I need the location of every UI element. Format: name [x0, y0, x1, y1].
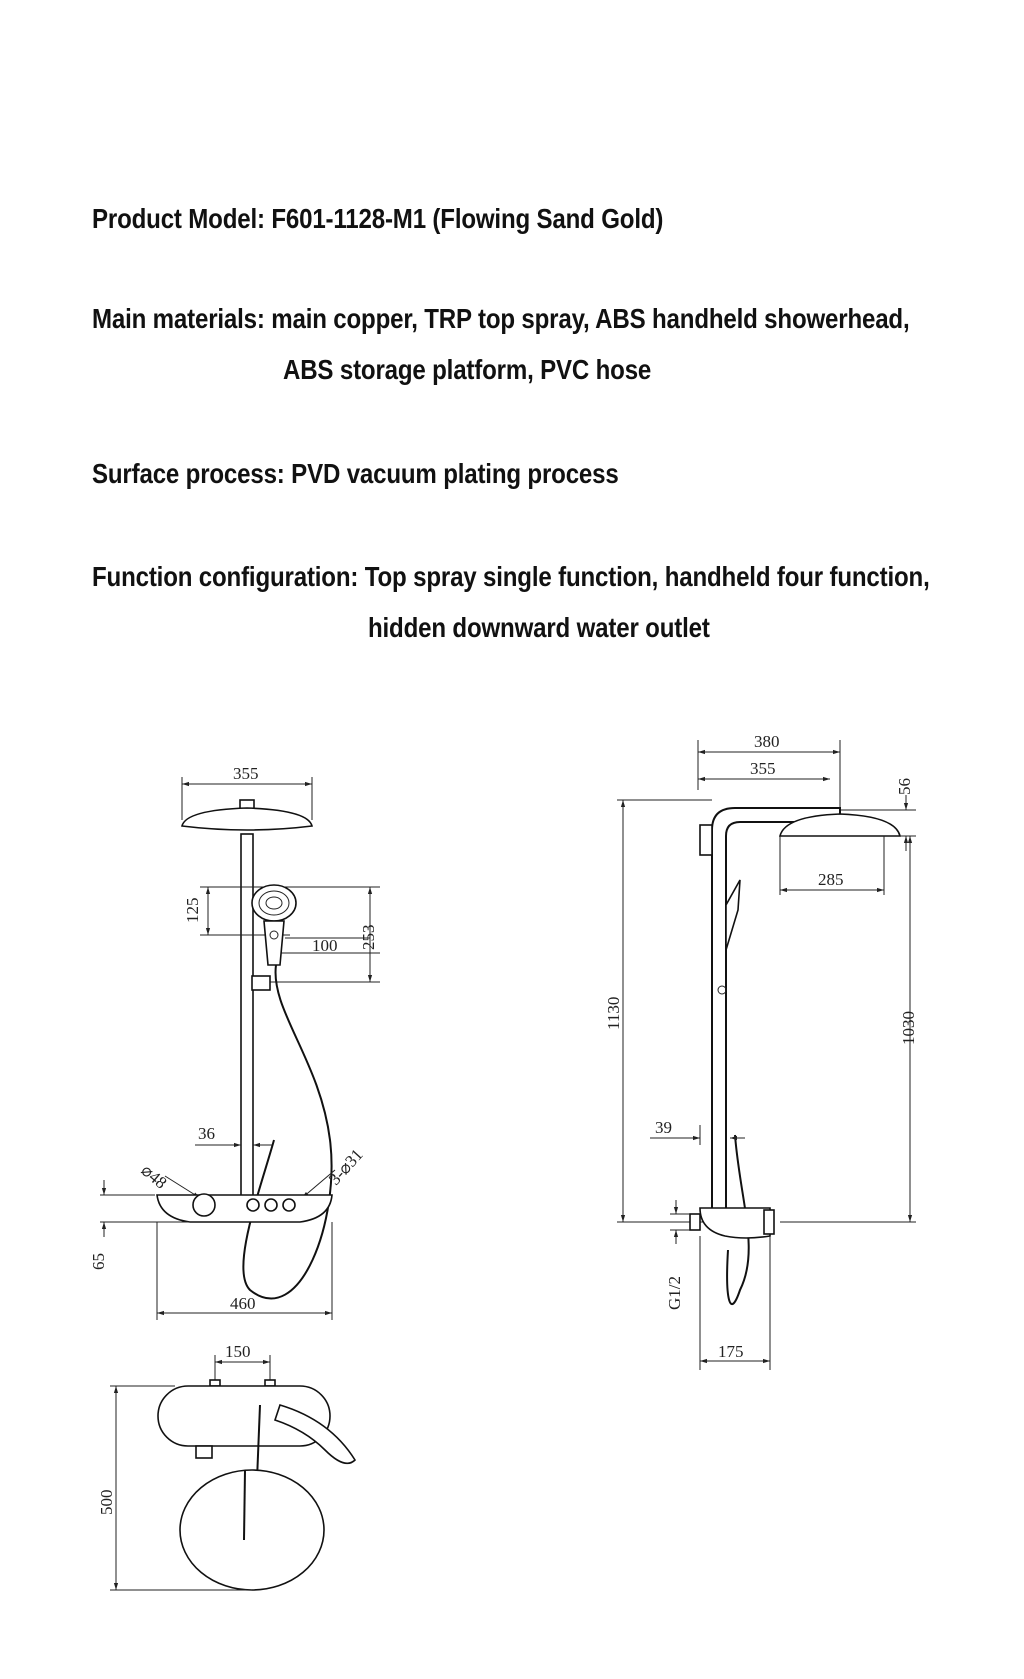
- product-model-value: F601-1128-M1 (Flowing Sand Gold): [271, 203, 664, 234]
- function-button-3: [283, 1199, 295, 1211]
- materials-value: main copper, TRP top spray, ABS handheld showerhead,: [271, 303, 910, 334]
- spec-main-materials: Main materials: main copper, TRP top spray, ABS handheld showerhead,: [92, 303, 910, 334]
- dim-inlet-spacing: 150: [225, 1342, 251, 1361]
- handheld-handle: [264, 921, 284, 965]
- function-button-2: [265, 1199, 277, 1211]
- dim-handheld-to-slider: 253: [359, 924, 378, 950]
- dim-wall-depth: 175: [718, 1342, 744, 1361]
- dim-side-pipe-offset: 39: [655, 1118, 672, 1137]
- dim-pipe-offset: 36: [198, 1124, 215, 1143]
- dim-knob-diameter: ⌀48: [137, 1160, 171, 1193]
- side-view: [604, 732, 918, 1370]
- dim-platform-width: 460: [230, 1294, 256, 1313]
- wall-bracket-top: [700, 825, 712, 855]
- dim-arm-length: 380: [754, 732, 780, 751]
- top-view: [97, 1342, 355, 1590]
- spec-surface-process: Surface process: PVD vacuum plating process: [92, 458, 619, 489]
- dim-head-inner: 285: [818, 870, 844, 889]
- function-value: Top spray single function, handheld four function,: [364, 561, 930, 592]
- dim-total-height: 1130: [604, 996, 623, 1030]
- dim-buttons: 3-⌀31: [324, 1145, 367, 1189]
- side-outlet: [764, 1210, 774, 1234]
- dim-depth: 500: [97, 1489, 116, 1515]
- spec-function-configuration: Function configuration: Top spray single function, handheld four function,: [92, 561, 930, 592]
- function-button-1: [247, 1199, 259, 1211]
- dim-platform-height: 65: [89, 1253, 108, 1270]
- vertical-pipe: [241, 834, 253, 1204]
- inlet-thread: [690, 1214, 700, 1230]
- dim-handheld-height: 125: [183, 897, 202, 923]
- front-view: [89, 764, 380, 1320]
- side-platform: [700, 1208, 770, 1238]
- dim-head-to-outlet: 1030: [899, 1011, 918, 1045]
- dim-head-width: 355: [750, 759, 776, 778]
- spec-main-materials-cont: ABS storage platform, PVC hose: [283, 354, 652, 385]
- slider-bracket: [252, 976, 270, 990]
- storage-platform: [157, 1195, 332, 1222]
- spec-function-configuration-cont: hidden downward water outlet: [368, 612, 710, 643]
- knob-top: [196, 1446, 212, 1458]
- dim-top-width: 355: [233, 764, 259, 783]
- dim-head-thickness: 56: [895, 778, 914, 795]
- control-knob: [193, 1194, 215, 1216]
- dim-handheld-width: 100: [312, 936, 338, 955]
- side-handheld: [726, 880, 740, 950]
- surface-value: PVD vacuum plating process: [291, 458, 619, 489]
- rain-head-top: [180, 1470, 324, 1590]
- rain-shower-head: [182, 808, 312, 830]
- side-rain-head: [780, 814, 900, 836]
- inlet-right: [265, 1380, 275, 1386]
- spec-product-model: Product Model: F601-1128-M1 (Flowing Sand Gold): [92, 203, 664, 234]
- inlet-left: [210, 1380, 220, 1386]
- dim-thread: G1/2: [665, 1276, 684, 1310]
- hose: [243, 965, 331, 1298]
